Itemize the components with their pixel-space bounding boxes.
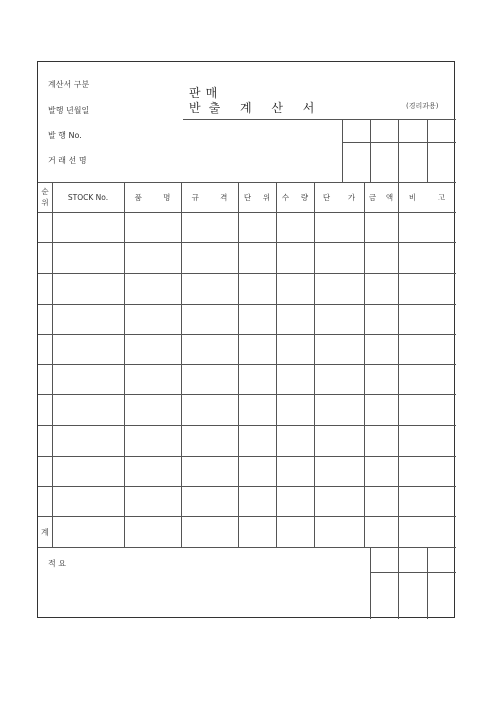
column-divider [181, 182, 182, 547]
header-note-b: 고 [437, 192, 446, 202]
issue-date-label: 발행 년월일 [48, 106, 90, 115]
column-divider [364, 182, 365, 547]
header-note-a: 비 [408, 192, 417, 202]
row-divider [38, 425, 456, 426]
row-divider [38, 547, 456, 548]
row-divider [38, 516, 456, 517]
summary-box-border [398, 547, 399, 619]
header-unit-a: 단 [243, 192, 252, 202]
column-divider [314, 182, 315, 547]
column-divider [52, 182, 53, 547]
header-unit-price [314, 182, 364, 212]
header-seq-2: 위 [41, 198, 49, 207]
header-qty-b: 량 [300, 192, 309, 202]
column-divider [398, 182, 399, 547]
column-divider [124, 182, 125, 547]
row-divider [38, 273, 456, 274]
title-line-1: 판매 [189, 86, 223, 100]
header-item-b: 명 [163, 192, 171, 202]
table-header-border [38, 212, 456, 213]
header-amount [364, 182, 398, 212]
approval-border [370, 119, 371, 182]
header-qty-a: 수 [281, 192, 290, 202]
header-unit [238, 182, 276, 212]
header-amount-a: 금 [368, 192, 377, 202]
approval-border [398, 119, 399, 182]
header-seq [38, 182, 52, 212]
header-spec-a: 규 [191, 192, 199, 202]
issue-no-label: 발 행 No. [48, 131, 82, 140]
invoice-form [37, 61, 455, 618]
row-divider [38, 364, 456, 365]
row-divider [38, 456, 456, 457]
header-price-a: 단 [322, 192, 331, 202]
approval-border [342, 142, 456, 143]
row-divider [38, 334, 456, 335]
header-item-name [124, 182, 181, 212]
row-divider [38, 394, 456, 395]
header-spec [181, 182, 238, 212]
header-unit-b: 위 [262, 192, 271, 202]
subtitle: (경리과용) [406, 102, 439, 110]
header-spec-b: 격 [220, 192, 228, 202]
header-stock-no [52, 182, 124, 212]
header-qty [276, 182, 314, 212]
header-stock-label: STOCK No. [67, 192, 109, 202]
summary-box-border [370, 547, 371, 619]
row-divider [38, 304, 456, 305]
partner-label: 거 래 선 명 [48, 156, 87, 165]
title-line-2: 반출 계 산 서 [189, 101, 323, 115]
summary-box-border [427, 547, 428, 619]
approval-border [427, 119, 428, 182]
row-divider [38, 486, 456, 487]
title-divider [183, 119, 456, 120]
column-divider [238, 182, 239, 547]
total-label: 계 [41, 528, 49, 537]
column-divider [276, 182, 277, 547]
approval-border [342, 119, 343, 182]
header-item-a: 품 [134, 192, 142, 202]
summary-box-border [370, 572, 456, 573]
header-amount-b: 액 [385, 192, 394, 202]
header-seq-1: 순 [41, 187, 49, 196]
row-divider [38, 242, 456, 243]
header-price-b: 가 [347, 192, 356, 202]
summary-label: 적 요 [48, 559, 66, 568]
calc-type-label: 계산서 구분 [48, 80, 90, 89]
header-note [398, 182, 456, 212]
